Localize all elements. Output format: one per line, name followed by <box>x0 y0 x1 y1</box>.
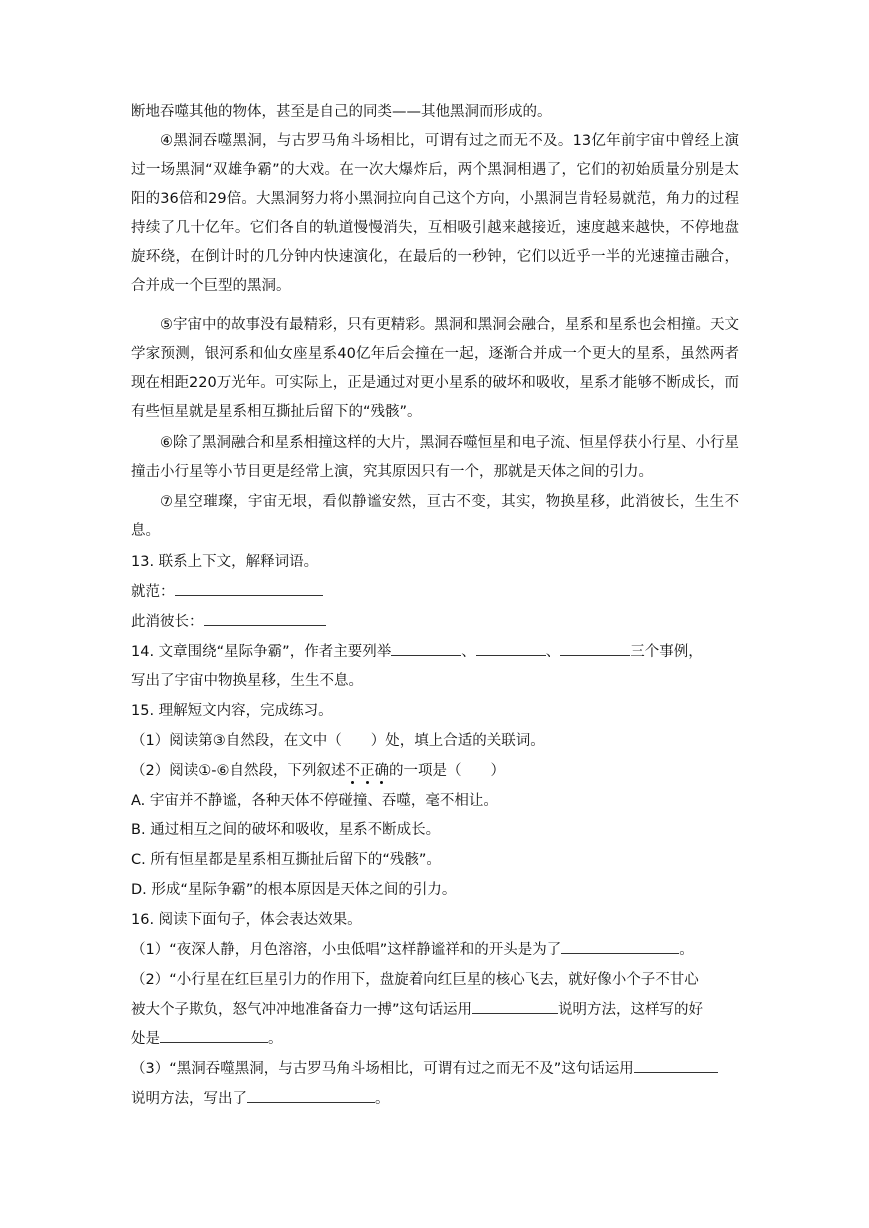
answer-blank[interactable] <box>391 641 461 656</box>
paragraph-continued: 断地吞噬其他的物体，甚至是自己的同类——其他黑洞而形成的。 <box>131 104 552 120</box>
sub-2-text: 。 <box>268 1031 283 1047</box>
paragraph-6: ⑥除了黑洞融合和星系相撞这样的大片，黑洞吞噬恒星和电子流、恒星俘获小行星、小行星撞击小行星等小节目更是经常上演，究其原因只有一个，那就是天体之间的引力。 <box>131 435 739 480</box>
paragraph-5: ⑤宇宙中的故事没有最精彩，只有更精彩。黑洞和黑洞会融合，星系和星系也会相撞。天文学家预测，银河系和仙女座星系40亿年后会撞在一起，逐渐合并成一个更大的星系，虽然两者现在相距220万光年。可实际上，正是通过对更小星系的破坏和吸收，星系才能够不断成长，而有些恒星就是星系相互撕扯后留下的“残骸”。 <box>131 317 739 420</box>
paragraph-4: ④黑洞吞噬黑洞，与古罗马角斗场相比，可谓有过之而无不及。13亿年前宇宙中曾经上演过一场黑洞“双雄争霸”的大戏。在一次大爆炸后，两个黑洞相遇了，它们的初始质量分别是太阳的36倍和29倍。大黑洞努力将小黑洞拉向自己这个方向，小黑洞岂肯轻易就范，角力的过程持续了几十亿年。它们各自的轨道慢慢消失，互相吸引越来越接近，速度越来越快，不停地盘旋环绕，在倒计时的几分钟内快速演化，在最后的一秒钟，它们以近乎一半的光速撞击融合，合并成一个巨型的黑洞。 <box>131 133 739 294</box>
answer-blank[interactable] <box>560 641 630 656</box>
answer-blank[interactable] <box>561 939 679 954</box>
answer-blank[interactable] <box>476 641 546 656</box>
emphasis-char: 确 <box>374 763 389 779</box>
sub-1-text: （1）“夜深人静，月色溶溶，小虫低唱”这样静谧祥和的开头是为了 <box>131 942 562 958</box>
sub-3-text: 。 <box>375 1091 390 1107</box>
question-16-stem: 16. 阅读下面句子，体会表达效果。 <box>131 912 362 928</box>
question-15-sub-1: （1）阅读第③自然段，在文中（ ）处，填上合适的关联词。 <box>131 733 545 749</box>
question-16-sub-1 <box>131 936 694 965</box>
question-14-line-1 <box>131 638 703 667</box>
answer-blank[interactable] <box>472 999 558 1014</box>
sub-3-text: （3）“黑洞吞噬黑洞，与古罗马角斗场相比，可谓有过之而无不及”这句话运用 <box>131 1061 634 1077</box>
answer-blank[interactable] <box>634 1058 718 1073</box>
answer-blank[interactable] <box>160 1028 268 1043</box>
emphasis-char: 正 <box>359 763 375 779</box>
option-d[interactable]: D. 形成“星际争霸”的根本原因是天体之间的引力。 <box>131 882 457 898</box>
emphasis-char: 不 <box>345 763 360 779</box>
separator: 、 <box>545 644 561 660</box>
question-13-stem: 13. 联系上下文，解释词语。 <box>131 554 319 570</box>
sub-2-text: 说明方法，这样写的好 <box>558 1002 704 1018</box>
word-2-label: 此消彼长： <box>131 614 204 630</box>
question-13-word-2 <box>131 608 326 637</box>
paragraph-7: ⑦星空璀璨，宇宙无垠，看似静谧安然，亘古不变，其实，物换星移，此消彼长，生生不息。 <box>131 494 739 539</box>
answer-blank[interactable] <box>175 581 323 596</box>
question-16-sub-2-line-2 <box>131 996 703 1025</box>
question-16-sub-3-line-1 <box>131 1055 718 1084</box>
sub-3-text: 说明方法，写出了 <box>131 1091 247 1107</box>
sub-2-text: 的一项是（ ） <box>388 763 505 779</box>
question-14-line-2: 写出了宇宙中物换星移，生生不息。 <box>131 673 363 689</box>
answer-blank[interactable] <box>204 611 326 626</box>
question-16-sub-3-line-2 <box>131 1085 390 1114</box>
sub-1-text: 。 <box>679 942 694 958</box>
question-16-sub-2-line-3 <box>131 1025 283 1054</box>
option-c[interactable]: C. 所有恒星都是星系相互撕扯后留下的“残骸”。 <box>131 852 441 868</box>
word-1-label: 就范： <box>131 584 175 600</box>
question-14-text: 三个事例， <box>630 644 703 660</box>
question-14-text: 14. 文章围绕“星际争霸”，作者主要列举 <box>131 644 392 660</box>
question-13-word-1 <box>131 578 323 607</box>
question-15-sub-2 <box>131 757 505 786</box>
sub-2-text: 处是 <box>131 1031 160 1047</box>
sub-2-text: （2）阅读①-⑥自然段，下列叙述 <box>131 763 346 779</box>
option-b[interactable]: B. 通过相互之间的破坏和吸收，星系不断成长。 <box>131 822 441 838</box>
option-a[interactable]: A. 宇宙并不静谧，各种天体不停碰撞、吞噬，毫不相让。 <box>131 793 498 809</box>
question-15-stem: 15. 理解短文内容，完成练习。 <box>131 703 333 719</box>
separator: 、 <box>461 644 476 660</box>
sub-2-text: 被大个子欺负，怒气冲冲地准备奋力一搏”这句话运用 <box>131 1002 473 1018</box>
answer-blank[interactable] <box>247 1088 375 1103</box>
question-16-sub-2-line-1: （2）“小行星在红巨星引力的作用下，盘旋着向红巨星的核心飞去，就好像小个子不甘心 <box>131 972 699 988</box>
